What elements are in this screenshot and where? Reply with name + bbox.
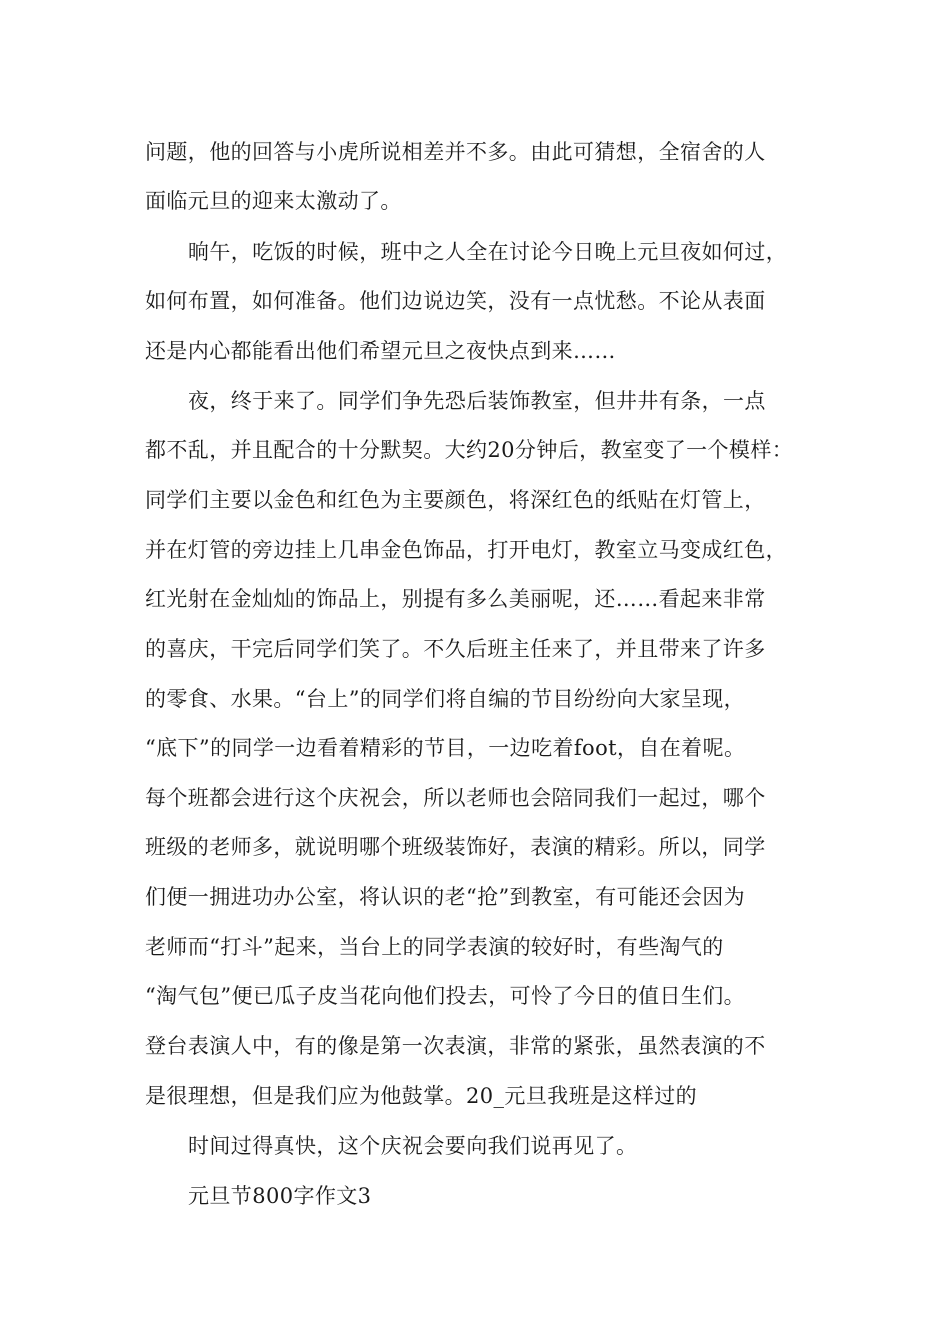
text-line: 并在灯管的旁边挂上几串金色饰品，打开电灯，教室立马变成红色， xyxy=(145,538,787,562)
text-line: “底下”的同学一边看着精彩的节目，一边吃着foot，自在着呢。 xyxy=(145,736,746,760)
text-line: 班级的老师多，就说明哪个班级装饰好，表演的精彩。所以，同学 xyxy=(145,835,766,859)
text-line: 每个班都会进行这个庆祝会，所以老师也会陪同我们一起过，哪个 xyxy=(145,786,766,810)
text-line: 登台表演人中，有的像是第一次表演，非常的紧张，虽然表演的不 xyxy=(145,1034,766,1058)
paragraph-first-line: 晌午，吃饭的时候，班中之人全在讨论今日晚上元旦夜如何过， xyxy=(188,240,788,264)
section-heading: 元旦节800字作文3 xyxy=(188,1184,372,1208)
text-line: 老师而“打斗”起来，当台上的同学表演的较好时，有些淘气的 xyxy=(145,935,724,959)
text-line: 们便一拥进功办公室，将认识的老“抢”到教室，有可能还会因为 xyxy=(145,885,746,909)
text-line: 同学们主要以金色和红色为主要颜色，将深红色的纸贴在灯管上， xyxy=(145,488,766,512)
text-line: “淘气包”便已瓜子皮当花向他们投去，可怜了今日的值日生们。 xyxy=(145,984,746,1008)
text-line: 面临元旦的迎来太激动了。 xyxy=(145,189,402,213)
paragraph-first-line: 夜，终于来了。同学们争先恐后装饰教室，但井井有条，一点 xyxy=(188,389,766,413)
text-line: 都不乱，并且配合的十分默契。大约20分钟后，教室变了一个模样： xyxy=(145,438,794,462)
text-line: 还是内心都能看出他们希望元旦之夜快点到来…… xyxy=(145,339,616,363)
text-line: 问题，他的回答与小虎所说相差并不多。由此可猜想，全宿舍的人 xyxy=(145,140,766,164)
text-line: 是很理想，但是我们应为他鼓掌。20_元旦我班是这样过的 xyxy=(145,1084,698,1108)
text-line: 的喜庆，干完后同学们笑了。不久后班主任来了，并且带来了许多 xyxy=(145,637,766,661)
text-line: 如何布置，如何准备。他们边说边笑，没有一点忧愁。不论从表面 xyxy=(145,289,766,313)
text-line: 红光射在金灿灿的饰品上，别提有多么美丽呢，还……看起来非常 xyxy=(145,587,766,611)
paragraph-first-line: 时间过得真快，这个庆祝会要向我们说再见了。 xyxy=(188,1134,638,1158)
text-line: 的零食、水果。“台上”的同学们将自编的节目纷纷向大家呈现， xyxy=(145,687,746,711)
